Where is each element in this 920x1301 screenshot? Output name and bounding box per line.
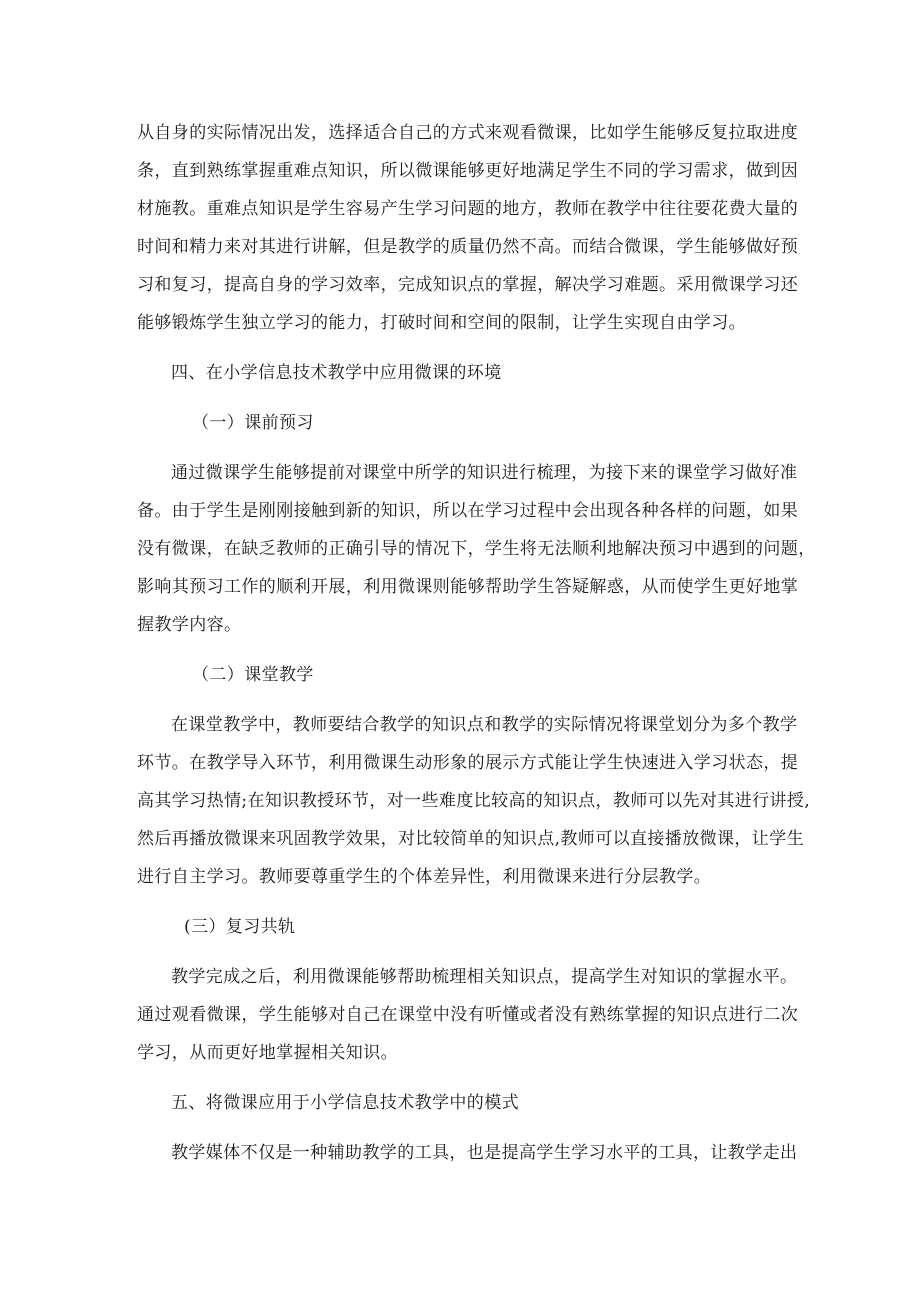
paragraph-line: 材施教。重难点知识是学生容易产生学习问题的地方，教师在教学中往往要花费大量的	[137, 199, 799, 219]
subsection-heading: （二）课堂教学	[192, 665, 314, 685]
paragraph-line: 影响其预习工作的顺利开展，利用微课则能够帮助学生答疑解惑，从而使学生更好地掌	[137, 577, 799, 597]
paragraph-line: 能够锻炼学生独立学习的能力，打破时间和空间的限制，让学生实现自由学习。	[137, 313, 746, 333]
paragraph-line: 环节。在教学导入环节，利用微课生动形象的展示方式能让学生快速进入学习状态，提	[137, 753, 799, 773]
paragraph-line: 教学完成之后，利用微课能够帮助梳理相关知识点，提高学生对知识的掌握水平。	[171, 967, 798, 987]
paragraph-line: 握教学内容。	[137, 615, 242, 635]
paragraph-line: 学习，从而更好地掌握相关知识。	[137, 1043, 398, 1063]
paragraph-line: 从自身的实际情况出发，选择适合自己的方式来观看微课，比如学生能够反复拉取进度	[137, 123, 799, 143]
subsection-heading: (三）复习共轨	[184, 917, 296, 937]
paragraph-line: 备。由于学生是刚刚接触到新的知识，所以在学习过程中会出现各种各样的问题，如果	[137, 501, 799, 521]
paragraph-line: 教学媒体不仅是一种辅助教学的工具，也是提高学生学习水平的工具，让教学走出	[171, 1143, 798, 1163]
paragraph-line: 在课堂教学中，教师要结合教学的知识点和教学的实际情况将课堂划分为多个教学	[171, 715, 798, 735]
paragraph-line: 进行自主学习。教师要尊重学生的个体差异性，利用微课来进行分层教学。	[137, 867, 712, 887]
paragraph-line: 高其学习热情;在知识教授环节，对一些难度比较高的知识点，教师可以先对其进行讲授,	[137, 791, 811, 811]
section-heading: 五、将微课应用于小学信息技术教学中的模式	[171, 1093, 519, 1113]
section-heading: 四、在小学信息技术教学中应用微课的环境	[171, 363, 502, 383]
paragraph-line: 习和复习，提高自身的学习效率，完成知识点的掌握，解决学习难题。采用微课学习还	[137, 275, 799, 295]
paragraph-line: 条，直到熟练掌握重难点知识，所以微课能够更好地满足学生不同的学习需求，做到因	[137, 161, 799, 181]
paragraph-line: 然后再播放微课来巩固教学效果，对比较简单的知识点,教师可以直接播放微课，让学生	[137, 829, 805, 849]
paragraph-line: 通过微课学生能够提前对课堂中所学的知识进行梳理，为接下来的课堂学习做好准	[171, 463, 798, 483]
paragraph-line: 没有微课，在缺乏教师的正确引导的情况下，学生将无法顺利地解决预习中遇到的问题，	[137, 539, 816, 559]
paragraph-line: 通过观看微课，学生能够对自己在课堂中没有听懂或者没有熟练掌握的知识点进行二次	[137, 1005, 799, 1025]
subsection-heading: （一）课前预习	[192, 413, 314, 433]
paragraph-line: 时间和精力来对其进行讲解，但是教学的质量仍然不高。而结合微课，学生能够做好预	[137, 237, 799, 257]
